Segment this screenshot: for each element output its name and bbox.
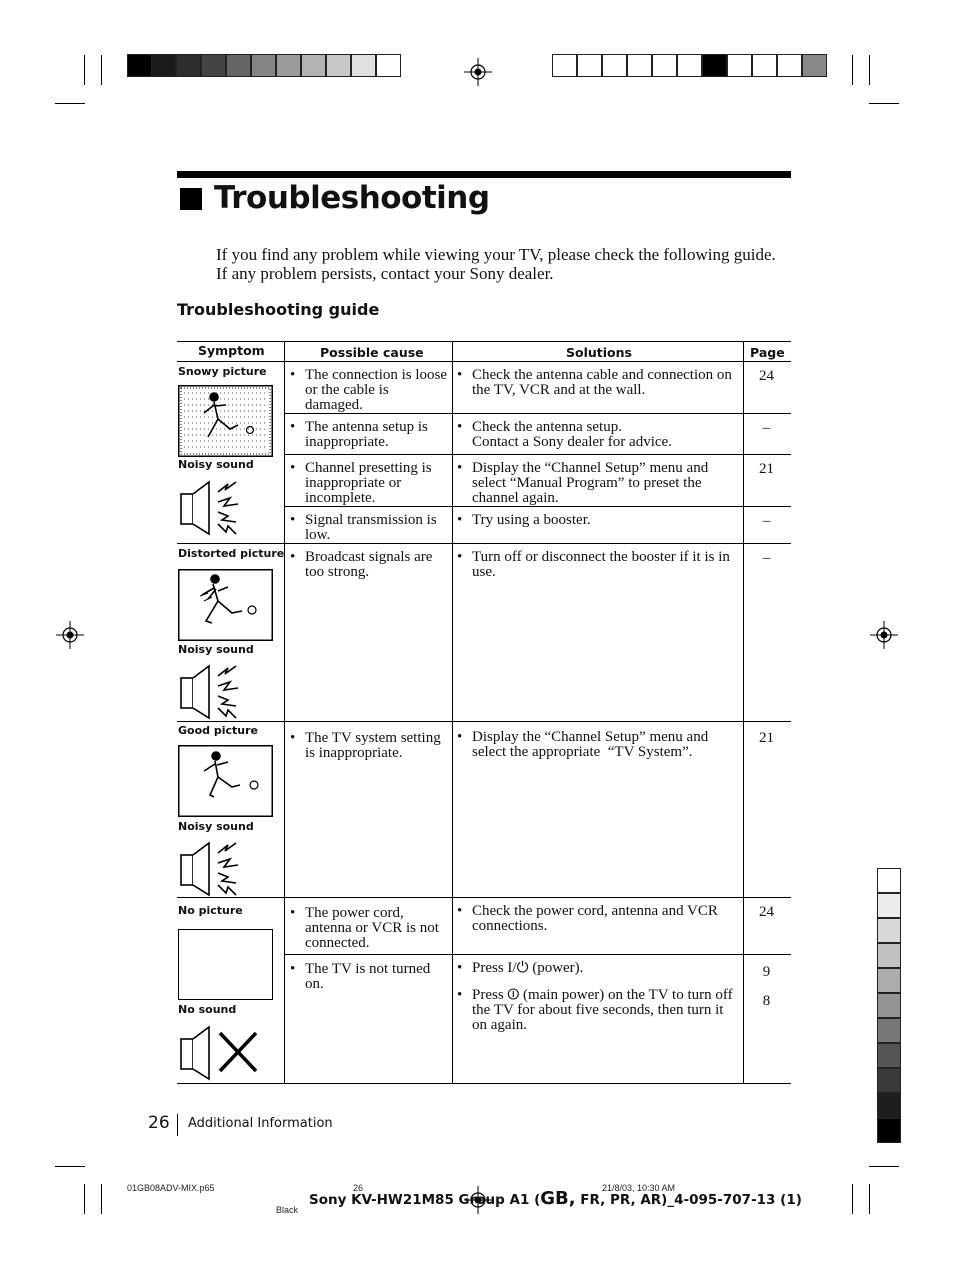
header-symptom: Symptom xyxy=(198,343,265,358)
symptom-noisy-sound: Noisy sound xyxy=(178,820,254,833)
crop-mark xyxy=(869,103,899,104)
page-ref: – xyxy=(762,513,771,529)
registration-mark-icon xyxy=(463,57,493,87)
header-possible-cause: Possible cause xyxy=(320,345,424,360)
page-ref: 8 xyxy=(762,993,771,1009)
no-sound-icon xyxy=(178,1025,262,1081)
cause-cell: • The power cord, antenna or VCR is not connected. xyxy=(290,905,439,951)
registration-mark-icon xyxy=(869,620,899,650)
noisy-sound-icon xyxy=(178,478,244,536)
file-page: 26 xyxy=(353,1183,364,1193)
title-bullet-icon xyxy=(180,188,202,210)
model-prefix: Sony KV-HW21M85 Group A1 ( xyxy=(309,1192,541,1208)
cause-cell: • Signal transmission is low. xyxy=(290,512,437,543)
solution-cell: • Display the “Channel Setup” menu and select “Manual Program” to preset the channel again. xyxy=(457,460,709,506)
cause-cell: • The connection is loose or the cable is damaged. xyxy=(290,367,448,413)
distorted-picture-icon xyxy=(178,569,273,641)
symptom-noisy-sound: Noisy sound xyxy=(178,643,254,656)
page-ref: – xyxy=(762,550,771,566)
snowy-picture-icon xyxy=(178,385,273,457)
noisy-sound-icon xyxy=(178,839,244,897)
solution-cell: • Try using a booster. xyxy=(457,512,591,528)
page-title: Troubleshooting xyxy=(214,180,490,216)
solution-cell: • Check the power cord, antenna and VCR connections. xyxy=(457,903,718,934)
crop-mark xyxy=(101,1184,102,1214)
page-number: 26 xyxy=(148,1113,170,1133)
symptom-distorted-picture: Distorted picture xyxy=(178,547,285,560)
symptom-noisy-sound: Noisy sound xyxy=(178,458,254,471)
file-name: 01GB08ADV-MIX.p65 xyxy=(127,1183,215,1193)
crop-mark xyxy=(869,1184,870,1214)
timestamp: 21/8/03, 10:30 AM xyxy=(602,1183,676,1193)
page-ref: – xyxy=(762,420,771,436)
symptom-no-picture: No picture xyxy=(178,904,243,917)
model-gb: GB, xyxy=(540,1188,576,1209)
header-page: Page xyxy=(750,345,785,360)
crop-mark xyxy=(852,55,853,85)
solution-cell: • Press I/⏻ (power). xyxy=(457,960,584,976)
crop-mark xyxy=(84,1184,85,1214)
guide-heading: Troubleshooting guide xyxy=(177,300,380,319)
solution-cell: • Display the “Channel Setup” menu and select the appropriate “TV System”. xyxy=(457,729,712,760)
header-solutions: Solutions xyxy=(566,345,632,360)
cause-cell: • The TV system setting is inappropriate. xyxy=(290,730,441,761)
intro-paragraph: If you find any problem while viewing your TV, please check the following guide. If any problem persists, contact your Sony dealer. xyxy=(216,245,776,283)
solution-cell: • Check the antenna setup. Contact a Sony dealer for advice. xyxy=(457,419,672,450)
crop-mark xyxy=(84,55,85,85)
symptom-snowy-picture: Snowy picture xyxy=(178,365,267,378)
page-number-divider xyxy=(177,1114,178,1136)
crop-mark xyxy=(101,55,102,85)
page-ref: 9 xyxy=(762,964,771,980)
crop-mark xyxy=(869,1166,899,1167)
no-picture-icon xyxy=(178,929,273,1000)
cause-cell: • Broadcast signals are too strong. xyxy=(290,549,433,580)
crop-mark xyxy=(852,1184,853,1214)
model-footer xyxy=(309,1188,802,1209)
symptom-no-sound: No sound xyxy=(178,1003,237,1016)
ink-label: Black xyxy=(276,1205,299,1215)
page-ref: 21 xyxy=(759,730,774,746)
solution-cell: • Press ⏼ (main power) on the TV to turn off the TV for about five seconds, then turn it on again. xyxy=(457,987,733,1033)
section-label: Additional Information xyxy=(188,1116,333,1131)
page-ref: 21 xyxy=(759,461,774,477)
page-ref: 24 xyxy=(759,368,774,384)
cause-cell: • The TV is not turned on. xyxy=(290,961,431,992)
crop-mark xyxy=(55,1166,85,1167)
cause-cell: • The antenna setup is inappropriate. xyxy=(290,419,428,450)
model-suffix: FR, PR, AR)_4-095-707-13 (1) xyxy=(575,1192,802,1208)
troubleshooting-table xyxy=(177,341,791,1084)
page-ref: 24 xyxy=(759,904,774,920)
registration-mark-icon xyxy=(55,620,85,650)
symptom-good-picture: Good picture xyxy=(178,724,258,737)
good-picture-icon xyxy=(178,745,273,817)
cause-cell: • Channel presetting is inappropriate or incomplete. xyxy=(290,460,432,506)
solution-cell: • Turn off or disconnect the booster if it is in use. xyxy=(457,549,730,580)
crop-mark xyxy=(869,55,870,85)
solution-cell: • Check the antenna cable and connection on the TV, VCR and at the wall. xyxy=(457,367,732,398)
title-rule xyxy=(177,171,791,178)
crop-mark xyxy=(55,103,85,104)
noisy-sound-icon xyxy=(178,662,244,720)
